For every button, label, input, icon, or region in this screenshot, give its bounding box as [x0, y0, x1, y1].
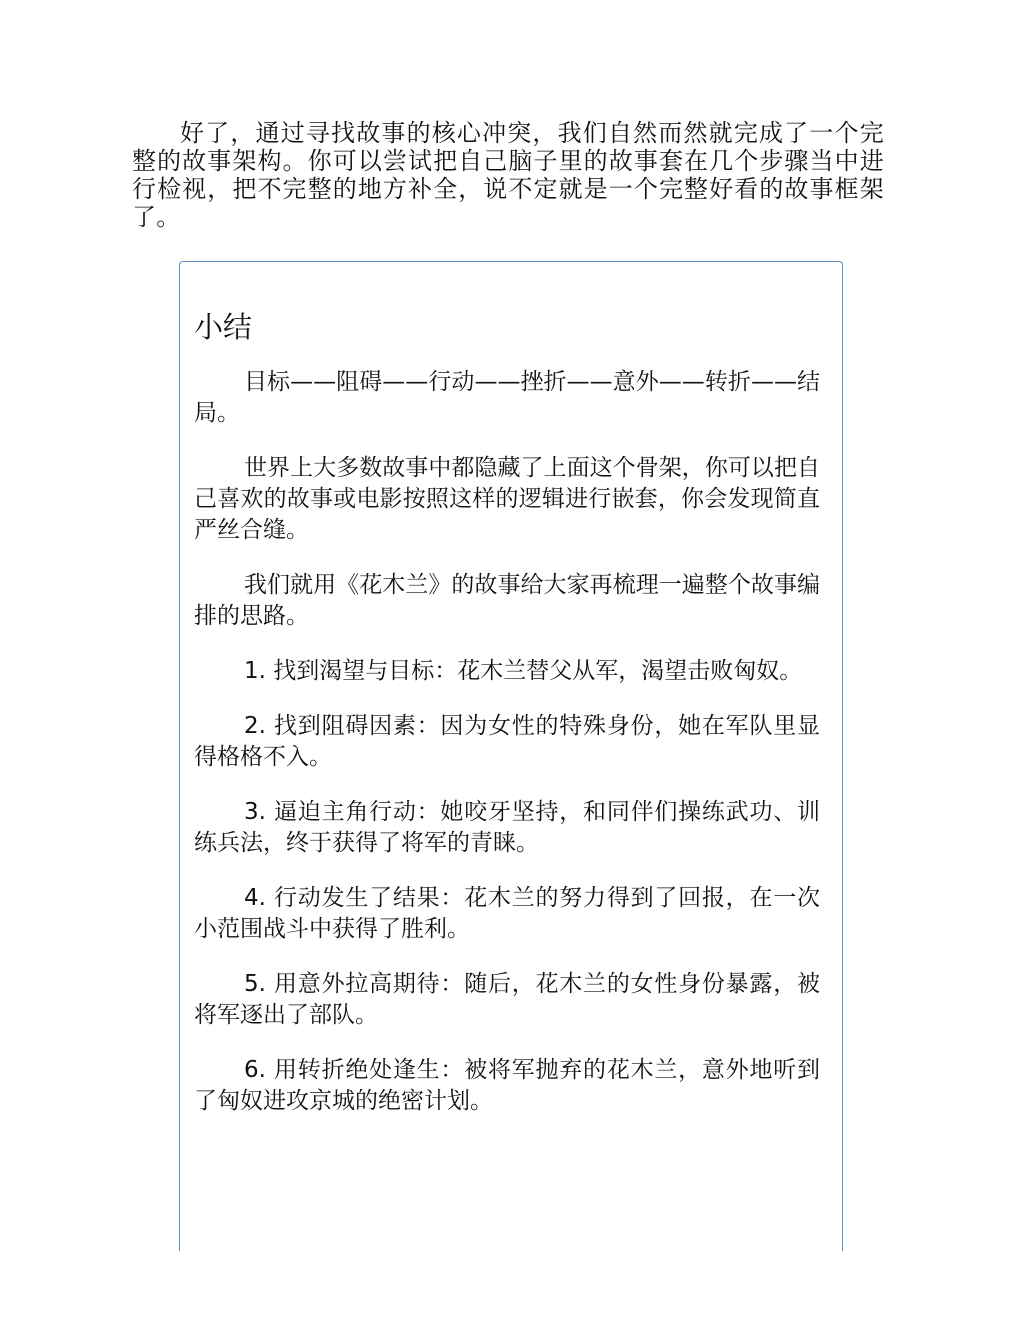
- summary-step-3: 3. 逼迫主角行动：她咬牙坚持，和同伴们操练武功、训练兵法，终于获得了将军的青睐。: [194, 799, 820, 856]
- summary-body: [194, 367, 820, 1117]
- intro-paragraph: 好了，通过寻找故事的核心冲突，我们自然而然就完成了一个完整的故事架构。你可以尝试把自己脑子里的故事套在几个步骤当中进行检视，把不完整的地方补全，说不定就是一个完整好看的故事框架了。: [132, 119, 884, 231]
- summary-step-4: 4. 行动发生了结果：花木兰的努力得到了回报，在一次小范围战斗中获得了胜利。: [194, 885, 820, 942]
- summary-step-2: 2. 找到阻碍因素：因为女性的特殊身份，她在军队里显得格格不入。: [194, 713, 820, 770]
- summary-paragraph-mulan-intro: 我们就用《花木兰》的故事给大家再梳理一遍整个故事编排的思路。: [194, 572, 820, 629]
- summary-step-5: 5. 用意外拉高期待：随后，花木兰的女性身份暴露，被将军逐出了部队。: [194, 971, 820, 1028]
- summary-title: 小结: [194, 310, 253, 344]
- summary-paragraph-formula: 目标——阻碍——行动——挫折——意外——转折——结局。: [194, 369, 820, 426]
- summary-paragraph-skeleton: 世界上大多数故事中都隐藏了上面这个骨架，你可以把自己喜欢的故事或电影按照这样的逻辑进行嵌套，你会发现简直严丝合缝。: [194, 455, 820, 543]
- summary-box: [179, 261, 843, 1251]
- summary-step-1: 1. 找到渴望与目标：花木兰替父从军，渴望击败匈奴。: [244, 658, 803, 684]
- summary-step-6: 6. 用转折绝处逢生：被将军抛弃的花木兰，意外地听到了匈奴进攻京城的绝密计划。: [194, 1057, 820, 1114]
